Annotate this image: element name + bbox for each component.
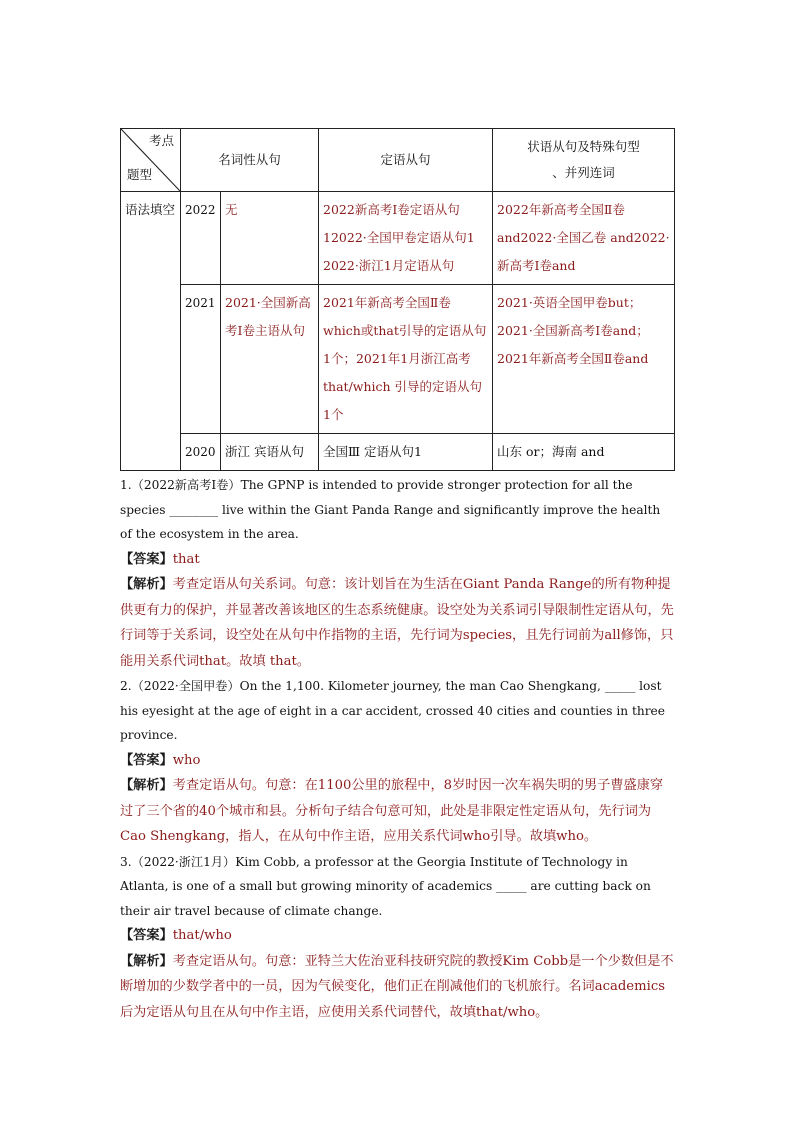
- attributive-clause-cell: 全国Ⅲ 定语从句1: [319, 434, 493, 471]
- analysis-line: [120, 572, 674, 674]
- answer-tag: 【答案】: [120, 752, 173, 768]
- table-row: [121, 192, 675, 285]
- analysis-line: [120, 949, 674, 1026]
- analysis-text: 考查定语从句关系词。句意：该计划旨在为生活在Giant Panda Range的所有物种提供更有力的保护，并显著改善该地区的生态系统健康。设空处为关系词引导限制性定语从句，先行词等于关系词，设空处在从句中作指物的主语，先行词为species，且先行词前为all修饰，只能用关系代词that。故填 that。: [120, 577, 674, 669]
- table-header-row: [121, 129, 675, 192]
- question-suffix: are cutting back on their air travel because of climate change.: [120, 879, 651, 918]
- diagonal-header-cell: [121, 129, 181, 192]
- noun-clause-cell: 浙江 宾语从句: [221, 434, 319, 471]
- question-prefix: 3.（2022·浙江1月）Kim Cobb, a professor at the Georgia Institute of Technology in Atlanta, is one of a small but growing minority of academics: [120, 854, 628, 893]
- question-text: [120, 850, 674, 924]
- noun-clause-cell: 2021·全国新高考Ⅰ卷主语从句: [221, 285, 319, 434]
- table-row: [121, 434, 675, 471]
- answer-line: [120, 547, 674, 573]
- adverbial-clause-cell: 山东 or；海南 and: [493, 434, 675, 471]
- question-prefix: 1.（2022新高考Ⅰ卷）The GPNP is intended to provide stronger protection for all the species: [120, 478, 633, 517]
- year-cell: 2022: [181, 192, 221, 285]
- question-block: [120, 473, 674, 674]
- answer-tag: 【答案】: [120, 551, 173, 567]
- answer-blank: ________: [169, 502, 219, 517]
- analysis-tag: 【解析】: [120, 778, 173, 793]
- table-row: [121, 285, 675, 434]
- document-page: [120, 128, 674, 1025]
- adverbial-clause-cell: 2021·英语全国甲卷but；2021·全国新高考Ⅰ卷and；2021年新高考全国Ⅱ卷and: [493, 285, 675, 434]
- answer-line: [120, 923, 674, 949]
- analysis-text: 考查定语从句。句意：亚特兰大佐治亚科技研究院的教授Kim Cobb是一个少数但是不断增加的少数学者中的一员，因为气候变化，他们正在削减他们的飞机旅行。名词academics后为定语从句且在从句中作主语，应使用关系代词替代，故填that/who。: [120, 953, 674, 1020]
- header-attributive-clause: 定语从句: [319, 129, 493, 192]
- analysis-tag: 【解析】: [120, 953, 173, 969]
- year-cell: 2021: [181, 285, 221, 434]
- attributive-clause-cell: 2021年新高考全国Ⅱ卷 which或that引导的定语从句1个；2021年1月浙江高考 that/which 引导的定语从句1个: [319, 285, 493, 434]
- question-block: [120, 674, 674, 850]
- answer-value: who: [172, 752, 201, 768]
- analysis-text: 考查定语从句。句意：在1100公里的旅程中，8岁时因一次车祸失明的男子曹盛康穿过了三个省的40个城市和县。分析句子结合句意可知，此处是非限定性定语从句，先行词为Cao Shengkang，指人，在从句中作主语，应用关系代词who引导。故填who。: [120, 778, 664, 844]
- adverbial-clause-cell: 2022年新高考全国Ⅱ卷 and2022·全国乙卷 and2022·新高考Ⅰ卷and: [493, 192, 675, 285]
- header-noun-clause: 名词性从句: [181, 129, 319, 192]
- answer-blank: _____: [496, 879, 527, 893]
- answer-value: that/who: [172, 928, 232, 943]
- analysis-line: [120, 773, 674, 850]
- attributive-clause-cell: 2022新高考Ⅰ卷定语从句12022·全国甲卷定语从句1 2022·浙江1月定语从句: [319, 192, 493, 285]
- header-topic-label: 考点: [148, 133, 174, 148]
- summary-table: [120, 128, 675, 471]
- answer-value: that: [172, 551, 200, 567]
- header-adverbial-line2: 、并列连词: [552, 165, 615, 180]
- question-text: [120, 674, 674, 748]
- question-suffix: lost his eyesight at the age of eight in a car accident, crossed 40 cities and counties in three province.: [120, 679, 665, 742]
- question-suffix: live within the Giant Panda Range and significantly improve the health of the ecosystem in the area.: [120, 502, 661, 541]
- header-adverbial-clause: [493, 129, 675, 192]
- answer-tag: 【答案】: [120, 928, 173, 943]
- noun-clause-cell: 无: [221, 192, 319, 285]
- answer-blank: _____: [604, 679, 636, 693]
- category-cell: 语法填空: [121, 192, 181, 471]
- question-text: [120, 473, 674, 547]
- header-adverbial-line1: 状语从句及特殊句型: [527, 139, 640, 154]
- question-prefix: 2.（2022·全国甲卷）On the 1,100. Kilometer journey, the man Cao Shengkang,: [120, 679, 605, 693]
- question-block: [120, 850, 674, 1026]
- analysis-tag: 【解析】: [120, 577, 173, 592]
- answer-line: [120, 748, 674, 774]
- header-type-label: 题型: [127, 167, 153, 182]
- year-cell: 2020: [181, 434, 221, 471]
